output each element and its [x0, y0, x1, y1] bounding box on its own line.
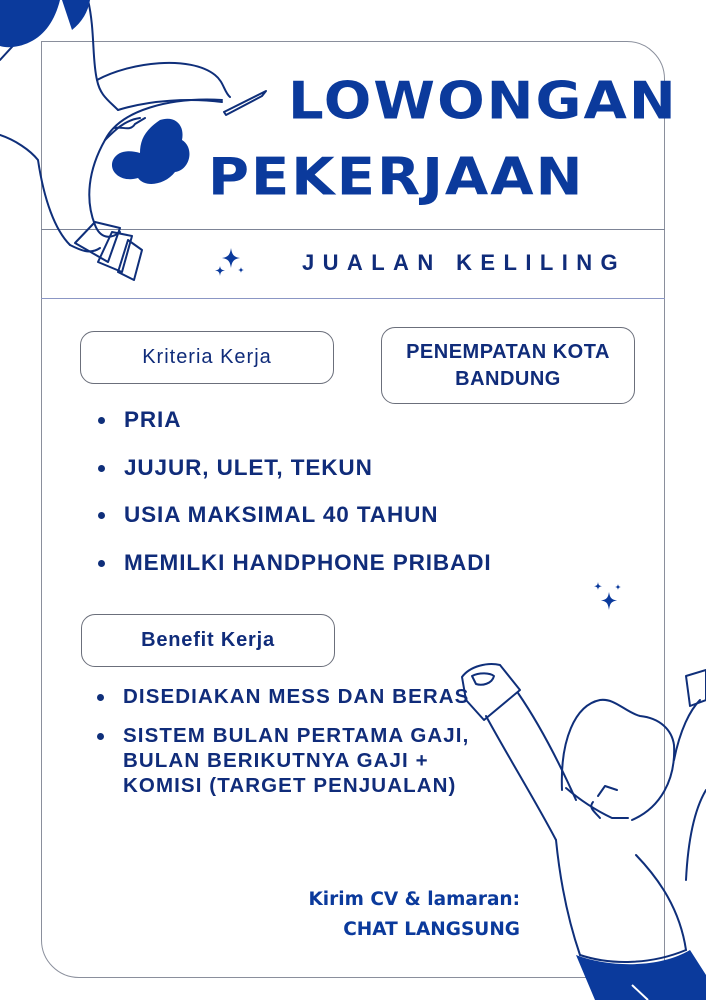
bullet-icon: [97, 694, 104, 701]
bullet-icon: [98, 560, 105, 567]
list-item: MEMILKI HANDPHONE PRIBADI: [98, 549, 492, 597]
bullet-icon: [97, 733, 104, 740]
placement-badge: [381, 327, 635, 404]
list-item: USIA MAKSIMAL 40 TAHUN: [98, 501, 492, 549]
list-item: DISEDIAKAN MESS DAN BERAS: [97, 684, 469, 709]
list-item: SISTEM BULAN PERTAMA GAJI, BULAN BERIKUTNYA GAJI + KOMISI (TARGET PENJUALAN): [97, 723, 469, 798]
criteria-heading: Kriteria Kerja: [142, 346, 272, 368]
title-line-2: PEKERJAAN: [208, 147, 585, 208]
criteria-heading-badge: [80, 331, 334, 384]
bullet-icon: [98, 417, 105, 424]
contact-method: CHAT LANGSUNG: [343, 919, 520, 940]
title-line-1: LOWONGAN: [288, 71, 678, 132]
list-item: JUJUR, ULET, TEKUN: [98, 454, 492, 502]
sparkle-icon: [592, 580, 624, 614]
contact-info: [308, 885, 520, 945]
list-item: PRIA: [98, 406, 492, 454]
contact-instruction: Kirim CV & lamaran:: [308, 889, 520, 910]
sparkle-icon: [213, 246, 249, 278]
bullet-icon: [98, 512, 105, 519]
benefit-heading-badge: [81, 614, 335, 667]
placement-text: PENEMPATAN KOTA BANDUNG: [406, 340, 610, 390]
benefit-heading: Benefit Kerja: [141, 629, 275, 651]
bullet-icon: [98, 465, 105, 472]
criteria-list: [98, 406, 492, 596]
benefit-list: [97, 684, 469, 812]
job-subtitle: JUALAN KELILING: [302, 250, 626, 275]
